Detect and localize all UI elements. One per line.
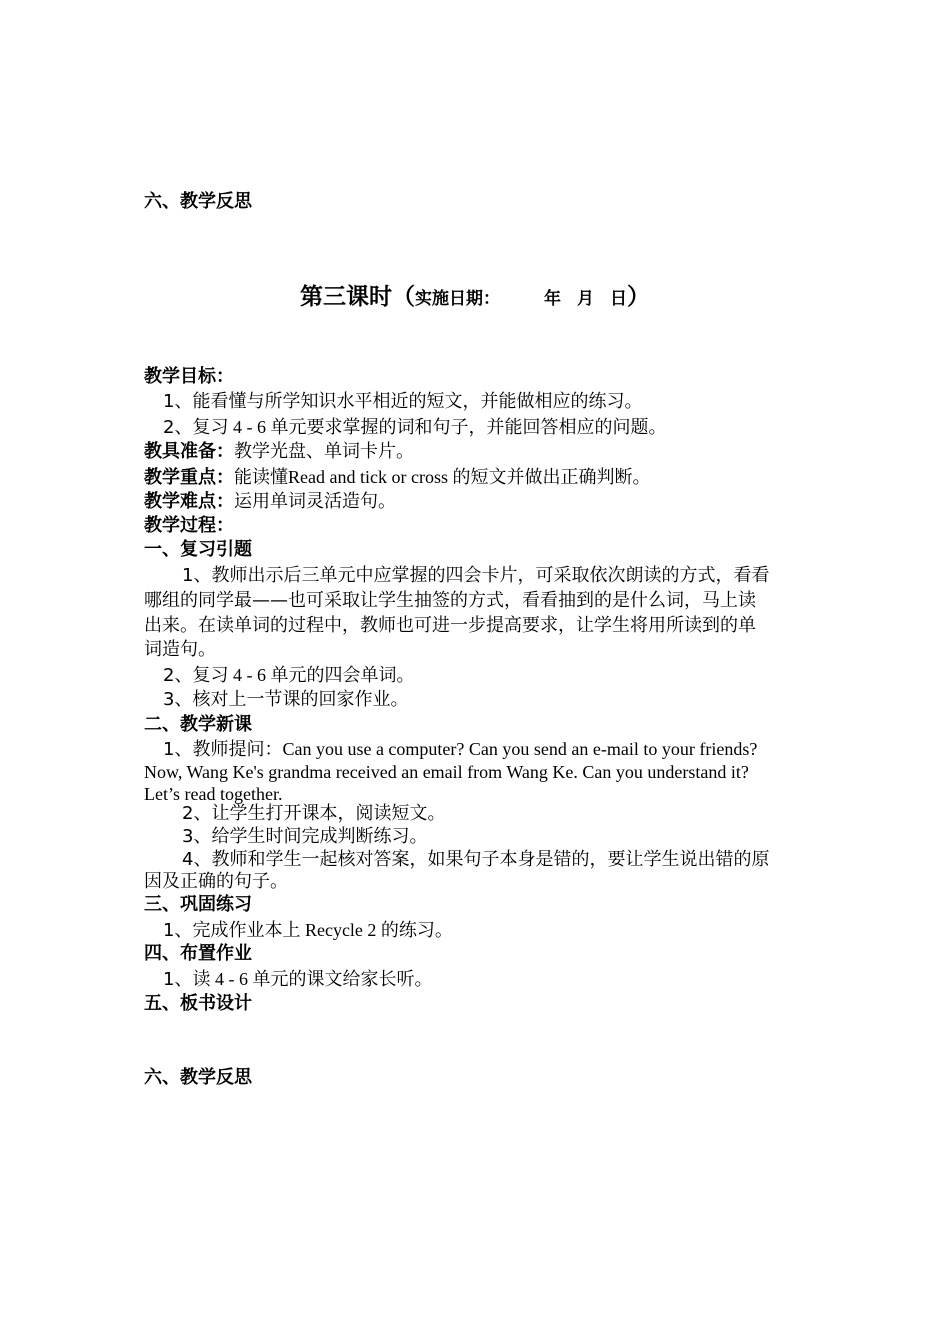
review-item-3: 3、核对上一节课的回家作业。 [163,689,409,710]
difficulties-label: 教学难点： [144,491,234,512]
section-heading-reflection-top: 六、教学反思 [144,191,252,212]
review-paragraph-line-4: 词造句。 [144,639,216,660]
homework-item-1: 1、读 4 - 6 单元的课文给家长听。 [163,969,433,990]
materials-line [144,440,414,464]
materials-label: 教具准备： [144,441,234,462]
practice-item-1: 1、完成作业本上 Recycle 2 的练习。 [163,920,453,941]
review-paragraph-line-2: 哪组的同学最——也可采取让学生抽签的方式，看看抽到的是什么词，马上读 [144,590,756,611]
lesson-title-paren-open: （ [392,284,415,310]
lesson-title-main: 第三课时 [300,284,392,310]
practice-heading: 三、巩固练习 [144,894,252,915]
new-lesson-item-1-line-3: Let’s read together. [144,784,283,804]
new-lesson-item-3: 3、给学生时间完成判断练习。 [182,826,428,847]
new-lesson-item-1-line-1: 1、教师提问：Can you use a computer? Can you send an e-mail to your friends? [163,739,758,760]
new-lesson-item-1-line-2: Now, Wang Ke's grandma received an email from Wang Ke. Can you understand it? [144,762,749,782]
materials-text: 教学光盘、单词卡片。 [234,441,414,462]
lesson-date-label: 实施日期： [415,289,500,309]
objectives-item-1: 1、能看懂与所学知识水平相近的短文，并能做相应的练习。 [163,391,643,412]
new-lesson-heading: 二、教学新课 [144,714,252,735]
homework-heading: 四、布置作业 [144,943,252,964]
objectives-item-2: 2、复习 4 - 6 单元要求掌握的词和句子，并能回答相应的问题。 [163,417,667,438]
difficulties-text: 运用单词灵活造句。 [234,491,396,512]
lesson-date-day: 日 [610,289,627,309]
review-item-2: 2、复习 4 - 6 单元的四会单词。 [163,665,415,686]
new-lesson-item-2: 2、让学生打开课本，阅读短文。 [182,803,446,824]
lesson-title [0,278,950,311]
review-paragraph-line-3: 出来。在读单词的过程中，教师也可进一步提高要求，让学生将用所读到的单 [144,615,756,636]
objectives-heading: 教学目标： [144,366,234,387]
lesson-title-paren-close: ） [627,284,650,310]
lesson-date-month: 月 [577,289,594,309]
review-heading: 一、复习引题 [144,539,252,560]
process-heading: 教学过程： [144,515,234,536]
difficulties-line [144,490,396,514]
key-points-label: 教学重点： [144,467,234,488]
key-points-line: 教学重点：能读懂Read and tick or cross 的短文并做出正确判断。 [144,467,651,488]
lesson-date-year: 年 [544,289,561,309]
new-lesson-item-4-line-1: 4、教师和学生一起核对答案，如果句子本身是错的，要让学生说出错的原 [182,849,770,870]
new-lesson-item-4-line-2: 因及正确的句子。 [144,871,288,892]
review-paragraph-line-1: 1、教师出示后三单元中应掌握的四会卡片，可采取依次朗读的方式，看看 [182,565,770,586]
section-heading-reflection-bottom: 六、教学反思 [144,1067,252,1088]
board-design-heading: 五、板书设计 [144,993,252,1014]
